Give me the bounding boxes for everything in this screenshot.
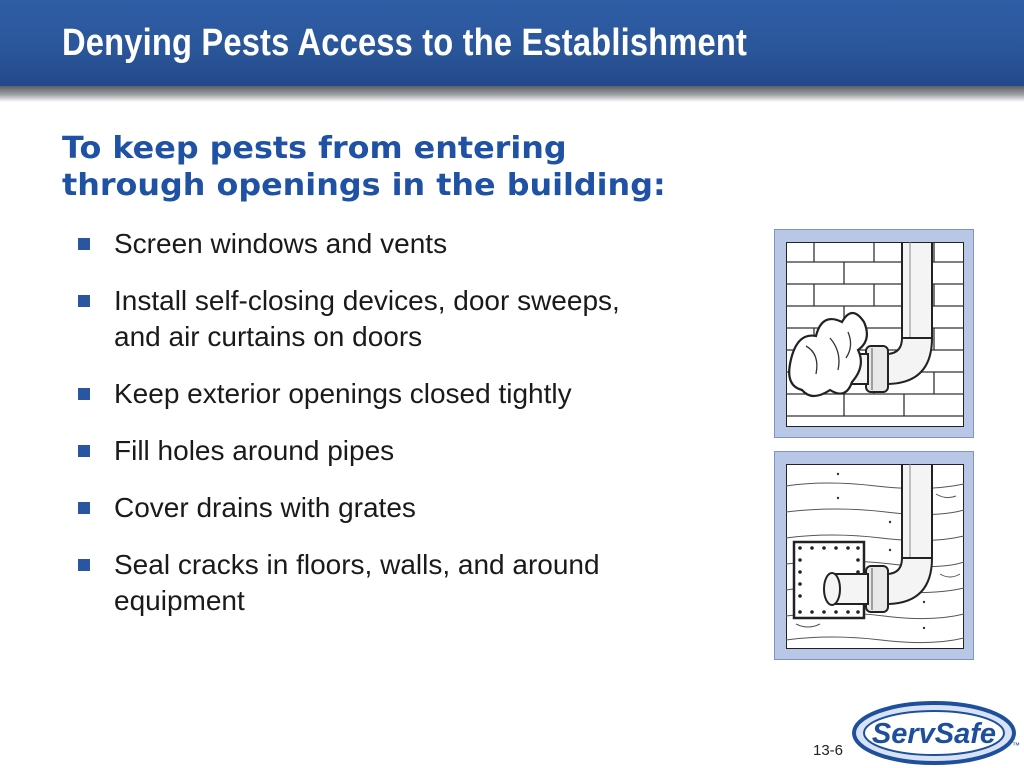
servsafe-logo — [852, 700, 1022, 766]
title-shadow — [0, 86, 1024, 102]
bullet-square-icon — [78, 445, 90, 457]
slide-title: Denying Pests Access to the Establishment — [62, 22, 748, 64]
illustration-frame — [774, 229, 974, 438]
slide-subtitle — [62, 130, 666, 204]
bullet-item — [70, 283, 750, 355]
bullet-square-icon — [78, 295, 90, 307]
bullet-text: Fill holes around pipes — [114, 435, 395, 466]
bullet-text: Screen windows and vents — [114, 228, 448, 259]
bullet-square-icon — [78, 388, 90, 400]
bullet-item — [70, 376, 750, 412]
bullet-text: Seal cracks in floors, walls, and around equipment — [114, 549, 600, 616]
logo-trademark: ™ — [1012, 741, 1020, 750]
title-bar — [0, 0, 1024, 86]
bullet-item — [70, 226, 750, 262]
pipe-hole-covered-with-metal-plate-icon — [786, 464, 964, 649]
subtitle-line: through openings in the building: — [62, 168, 666, 203]
bullet-item — [70, 433, 750, 469]
bullet-list — [70, 226, 750, 619]
logo-text: ServSafe — [871, 718, 997, 750]
subtitle-line: To keep pests from entering — [62, 131, 567, 166]
bullet-square-icon — [78, 502, 90, 514]
page-number: 13-6 — [813, 742, 844, 759]
bullet-square-icon — [78, 238, 90, 250]
pipe-hole-stuffed-with-cloth-icon — [786, 242, 964, 427]
bullet-text: Cover drains with grates — [114, 492, 416, 523]
illustration-frame — [774, 451, 974, 660]
bullet-square-icon — [78, 559, 90, 571]
bullet-item — [70, 547, 750, 619]
bullet-text: Keep exterior openings closed tightly — [114, 378, 572, 409]
bullet-item — [70, 490, 750, 526]
bullet-text: Install self-closing devices, door sweeps, and air curtains on doors — [114, 285, 620, 352]
